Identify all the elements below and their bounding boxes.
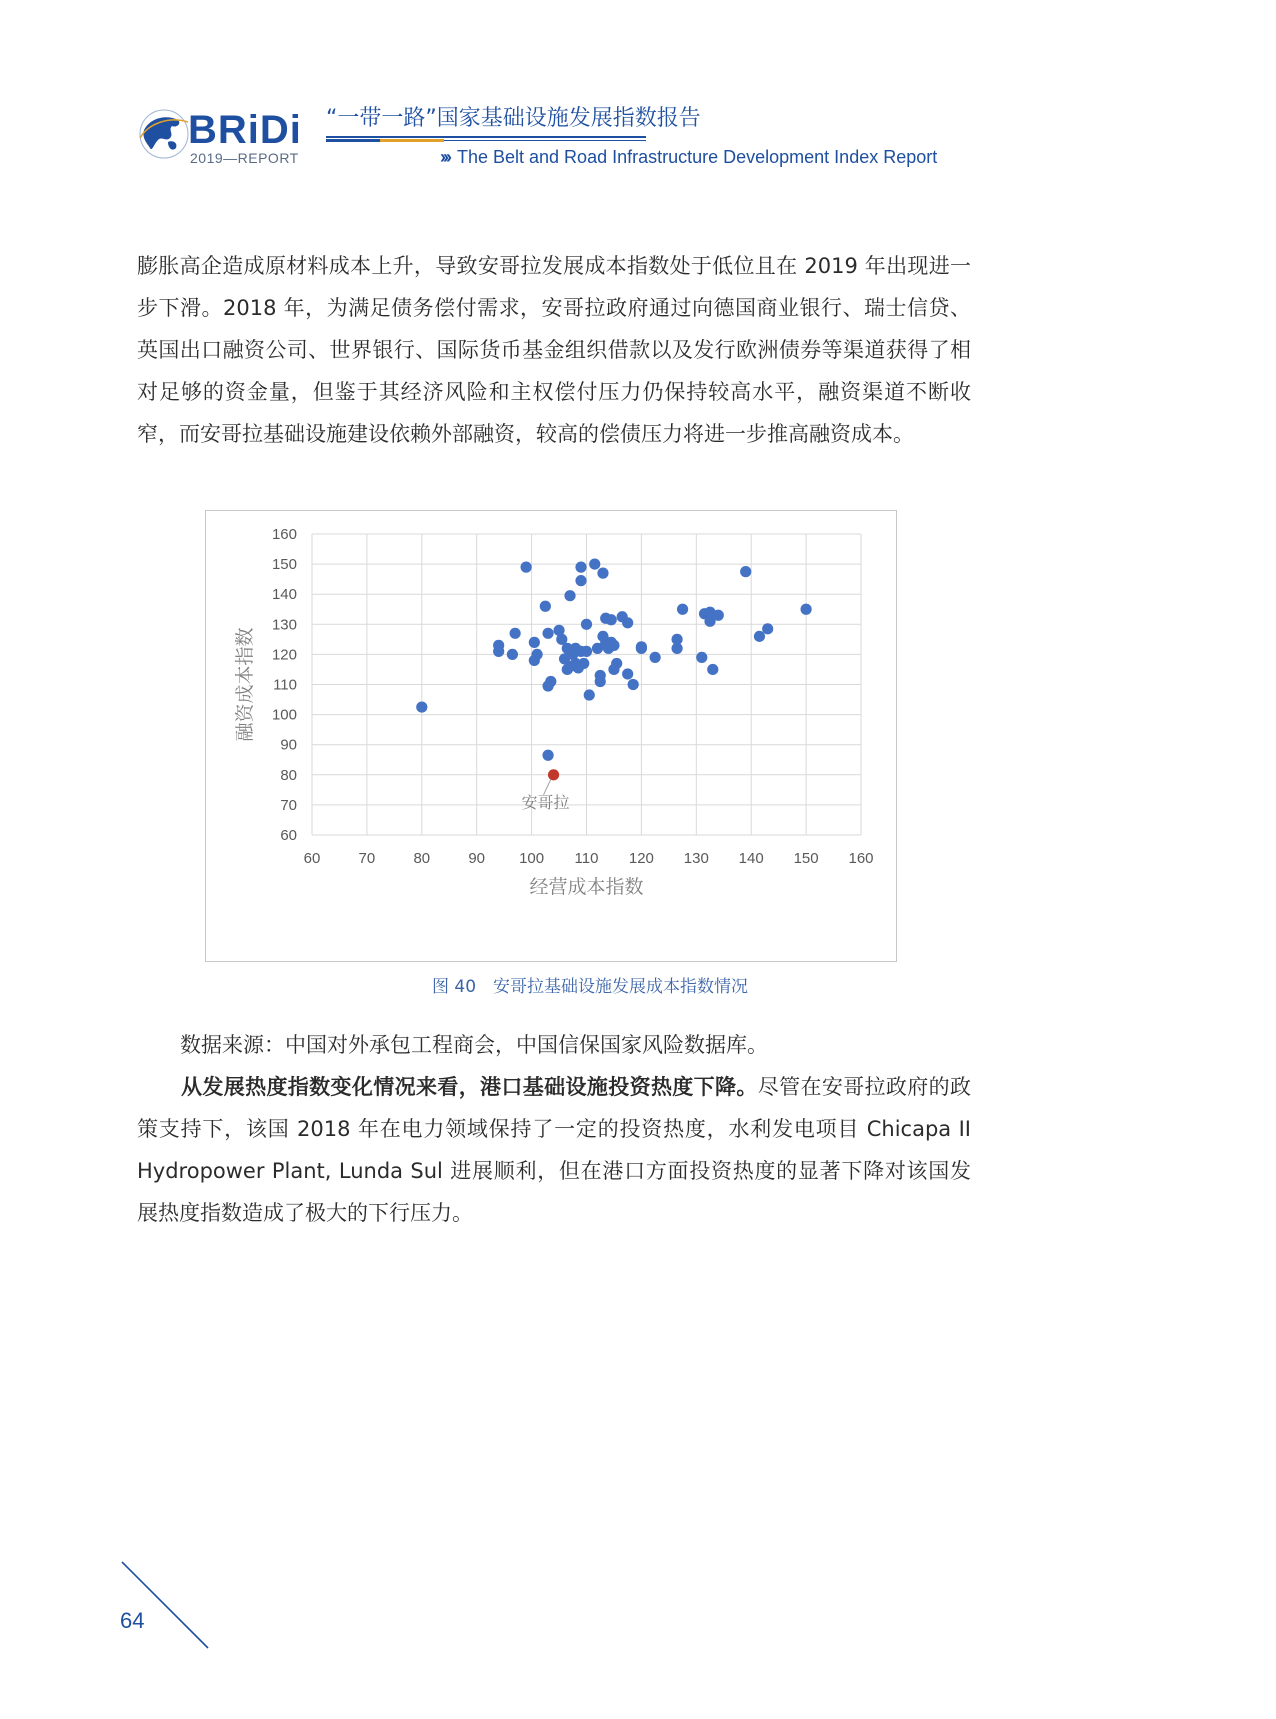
y-axis-title: 融资成本指数 [234,627,256,742]
y-tick-label: 80 [280,766,297,784]
scatter-point [589,559,600,570]
y-tick-label: 110 [273,676,297,694]
scatter-chart-svg [206,511,896,961]
scatter-point [416,701,427,712]
x-tick-label: 120 [628,850,654,867]
x-tick-label: 90 [468,850,486,867]
scatter-point [542,628,553,639]
y-tick-label: 100 [271,706,297,724]
scatter-point [493,646,504,657]
scatter-point [713,610,724,621]
scatter-point [529,637,540,648]
paragraph-2-rest: 尽管在安哥拉政府的政策支持下，该国 2018 年在电力领域保持了一定的投资热度，水利发电项目 Chicapa II Hydropower Plant, Lunda Sul 进展顺利，但在港口方面投资热度的显著下降对该国发展热度指数造成了极大的下行压力。 [137,1075,971,1225]
x-tick-label: 110 [574,850,599,867]
y-tick-label: 150 [271,556,297,574]
scatter-point [542,750,553,761]
report-title-en [440,144,937,170]
scatter-point [671,643,682,654]
scatter-point [628,679,639,690]
y-tick-label: 60 [280,827,297,844]
scatter-point [595,676,606,687]
page-number: 64 [120,1608,145,1633]
x-tick-label: 80 [413,850,431,867]
scatter-point [510,628,521,639]
scatter-point [754,631,765,642]
y-tick-label: 120 [271,646,297,664]
scatter-point [707,664,718,675]
scatter-chart [205,510,897,962]
y-tick-label: 90 [280,736,297,754]
header-rule [326,136,646,142]
scatter-point [584,689,595,700]
scatter-point [606,614,617,625]
scatter-point [650,652,661,663]
y-tick-label: 140 [271,586,297,604]
chevron-right-icon: ››› [440,147,449,167]
paragraph-2-lead: 从发展热度指数变化情况来看，港口基础设施投资热度下降。 [181,1075,758,1099]
scatter-point [581,619,592,630]
scatter-point [622,668,633,679]
scatter-point [762,623,773,634]
report-title-cn: “一带一路”国家基础设施发展指数报告 [326,106,701,131]
scatter-point [622,617,633,628]
data-source-note: 数据来源：中国对外承包工程商会，中国信保国家风险数据库。 [180,1033,768,1057]
scatter-point [521,562,532,573]
logo-subtitle: 2019—REPORT [190,150,299,166]
y-tick-label: 160 [271,526,297,543]
angola-point [548,769,559,780]
scatter-point [531,649,542,660]
scatter-point [636,643,647,654]
figure-caption: 图 40 安哥拉基础设施发展成本指数情况 [431,977,749,997]
scatter-point [581,646,592,657]
y-tick-label: 70 [280,796,297,814]
x-tick-label: 150 [793,850,819,867]
x-tick-label: 140 [738,850,764,867]
scatter-point [575,575,586,586]
bridi-logo [138,106,308,166]
x-tick-label: 60 [303,850,321,867]
scatter-point [564,590,575,601]
x-axis-title: 经营成本指数 [529,876,644,898]
scatter-point [801,604,812,615]
scatter-point [597,568,608,579]
annotation-label: 安哥拉 [521,792,570,812]
scatter-point [611,658,622,669]
body-paragraph-1: 膨胀高企造成原材料成本上升，导致安哥拉发展成本指数处于低位且在 2019 年出现进一步下滑。2018 年，为满足债务偿付需求，安哥拉政府通过向德国商业银行、瑞士信贷、英国出口融资公司、世界银行、国际货币基金组织借款以及发行欧洲债券等渠道获得了相对足够的资金量，但鉴于其经济风险和主权偿付压力仍保持较高水平，融资渠道不断收窄，而安哥拉基础设施建设依赖外部融资，较高的偿债压力将进一步推高融资成本。 [137,254,971,446]
x-tick-label: 130 [683,850,709,867]
scatter-point [545,676,556,687]
y-tick-label: 130 [271,616,297,634]
report-title-en-text: The Belt and Road Infrastructure Development Index Report [456,147,938,167]
scatter-point [578,658,589,669]
globe-icon [138,108,190,160]
scatter-point [540,601,551,612]
x-tick-label: 70 [358,850,376,867]
scatter-point [575,562,586,573]
scatter-point [608,640,619,651]
scatter-point [696,652,707,663]
logo-wordmark: BRiDi [188,108,302,152]
x-tick-label: 100 [519,850,545,867]
body-paragraph-2 [137,1066,971,1234]
x-tick-label: 160 [848,850,874,867]
scatter-point [677,604,688,615]
scatter-point [507,649,518,660]
scatter-point [740,566,751,577]
